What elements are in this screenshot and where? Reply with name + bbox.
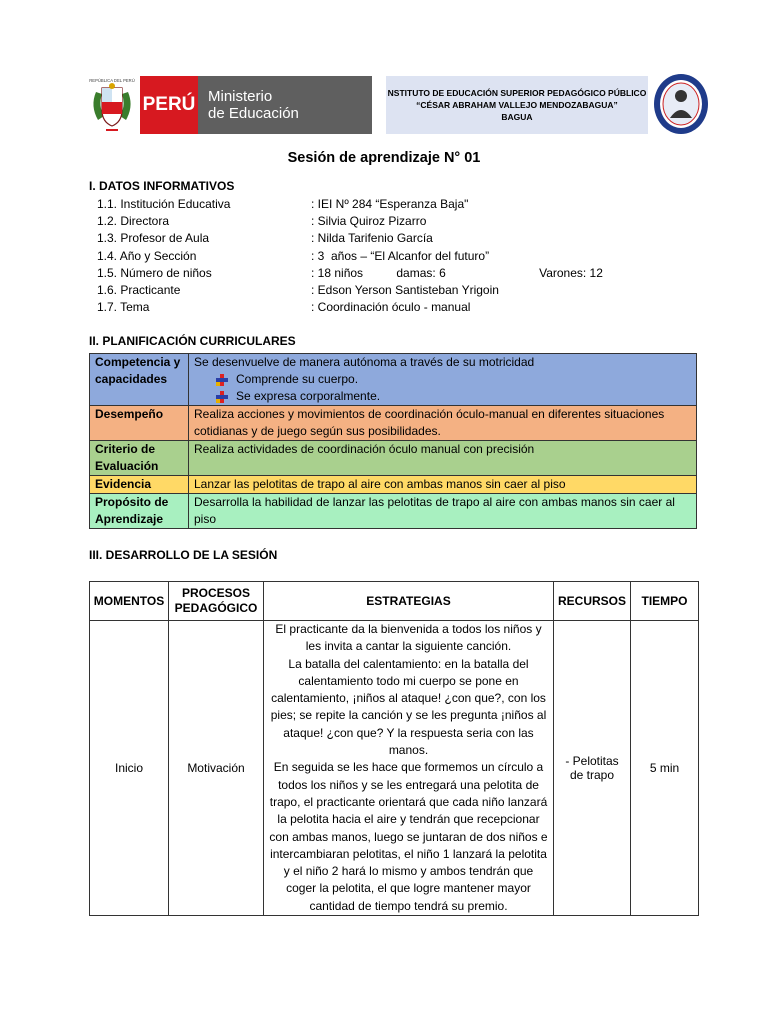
datos-value: : 18 niños damas: 6 Varones: 12 [311,265,603,280]
datos-label: 1.3. Profesor de Aula [97,231,210,246]
datos-row [97,196,657,213]
table-row [90,406,697,441]
datos-row [97,230,657,247]
table-row [90,354,697,406]
table-row [90,621,699,916]
ministry-line-1: Ministerio [208,88,273,105]
datos-list [97,196,657,316]
evidencia-label: Evidencia [90,476,189,494]
column-header: TIEMPO [631,582,699,621]
recursos-line: de trapo [569,768,615,783]
proceso-cell: Motivación [169,621,264,916]
desempeno-label: Desempeño [90,406,189,441]
datos-label: 1.4. Año y Sección [97,248,197,263]
arrow-bullet-icon [216,374,228,386]
page-title: Sesión de aprendizaje N° 01 [287,150,481,166]
criterio-text: Realiza actividades de coordinación óculo manual con precisión [189,441,697,476]
list-item [216,371,691,388]
list-item [216,388,691,405]
institute-line-2: “CÉSAR ABRAHAM VALLEJO MENDOZABAGUA” [416,100,618,110]
recursos-cell [554,621,631,916]
table-row [90,494,697,529]
datos-label: 1.1. Institución Educativa [97,197,231,211]
desarrollo-table [89,581,699,916]
datos-label: 1.2. Directora [97,214,170,229]
datos-value: : IEI Nº 284 “Esperanza Baja" [311,197,469,211]
estrategia-paragraph: El practicante da la bienvenida a todos los niños y les invita a cantar la siguiente canción. [275,622,542,654]
datos-row [97,299,657,316]
competencia-text: Se desenvuelve de manera autónoma a través de su motricidad [194,355,535,369]
proposito-text: Desarrolla la habilidad de lanzar las pelotitas de trapo al aire con ambas manos sin caer al piso [189,494,697,529]
institute-seal-icon [652,72,710,136]
competencia-cell [189,354,697,406]
planificacion-table [89,353,697,529]
institute-line-3: BAGUA [501,112,533,122]
table-row [90,476,697,494]
column-header: PROCESOS PEDAGÓGICO [169,582,264,621]
column-header: MOMENTOS [90,582,169,621]
table-row [90,441,697,476]
column-header: ESTRATEGIAS [264,582,554,621]
table-header-row [90,582,699,621]
datos-heading: I. DATOS INFORMATIVOS [89,179,235,193]
ministry-line-2: de Educación [208,105,299,122]
datos-row [97,213,657,230]
momento-cell: Inicio [90,621,169,916]
estrategias-cell [264,621,554,916]
evidencia-text: Lanzar las pelotitas de trapo al aire con ambas manos sin caer al piso [189,476,697,494]
desempeno-text: Realiza acciones y movimientos de coordinación óculo-manual en diferentes situaciones cotidianas y de juego según sus posibilidades. [189,406,697,441]
datos-value: : Coordinación óculo - manual [311,300,471,315]
estrategia-paragraph: En seguida se les hace que formemos un círculo a todos los niños y se les entregará una pelotita de trapo, el practicante orientará que cada niño lanzará la pelotita hacia el aire y tendrán que recepcionar con ambas manos, luego se juntaran de dos niños e intercambiaran pelotitas, el niño 1 lanzará la pelotita y el niño 2 hará lo mismo y ambos tendrán que coger la pelotita, el que logre mantener mayor cantidad de tiempo tendrá su premio. [269,760,548,913]
datos-label: 1.7. Tema [97,300,150,315]
peru-logo-label: PERÚ [140,76,198,134]
institute-banner [386,76,648,134]
datos-value: : Edson Yerson Santisteban Yrigoin [311,282,499,297]
ministry-logo [198,76,372,134]
column-header: RECURSOS [554,582,631,621]
capacidad-text: Comprende su cuerpo. [236,372,359,386]
capacidad-text: Se expresa corporalmente. [236,389,381,403]
datos-value: : Silvia Quiroz Pizarro [311,214,427,229]
recursos-line: - Pelotitas [565,754,619,769]
proposito-label: Propósito de Aprendizaje [90,494,189,529]
estrategia-paragraph: La batalla del calentamiento: en la batalla del calentamiento todo mi cuerpo se pone en calentamiento, ¡niños al ataque! ¿con que?, con los pies; se repite la canción y se les pregunta ¡niños al ataque! ¿con que? Y la respuesta seria con las manos. [270,656,547,758]
datos-row [97,265,657,282]
datos-row [97,248,657,265]
peru-coat-of-arms-icon [86,76,138,134]
datos-label: 1.5. Número de niños [97,265,212,280]
svg-text:REPÚBLICA DEL PERÚ: REPÚBLICA DEL PERÚ [89,78,135,83]
arrow-bullet-icon [216,391,228,403]
criterio-label: Criterio de Evaluación [90,441,189,476]
tiempo-cell: 5 min [631,621,699,916]
institute-line-1: NSTITUTO DE EDUCACIÓN SUPERIOR PEDAGÓGICO PÚBLICO [387,88,647,98]
datos-value: : 3 años – “El Alcanfor del futuro” [311,248,490,263]
datos-label: 1.6. Practicante [97,282,181,297]
datos-row [97,282,657,299]
desarrollo-heading: III. DESARROLLO DE LA SESIÓN [89,548,278,562]
datos-value: : Nilda Tarifenio García [311,231,433,246]
planificacion-heading: II. PLANIFICACIÓN CURRICULARES [89,334,296,348]
competencia-label: Competencia y capacidades [90,354,189,406]
